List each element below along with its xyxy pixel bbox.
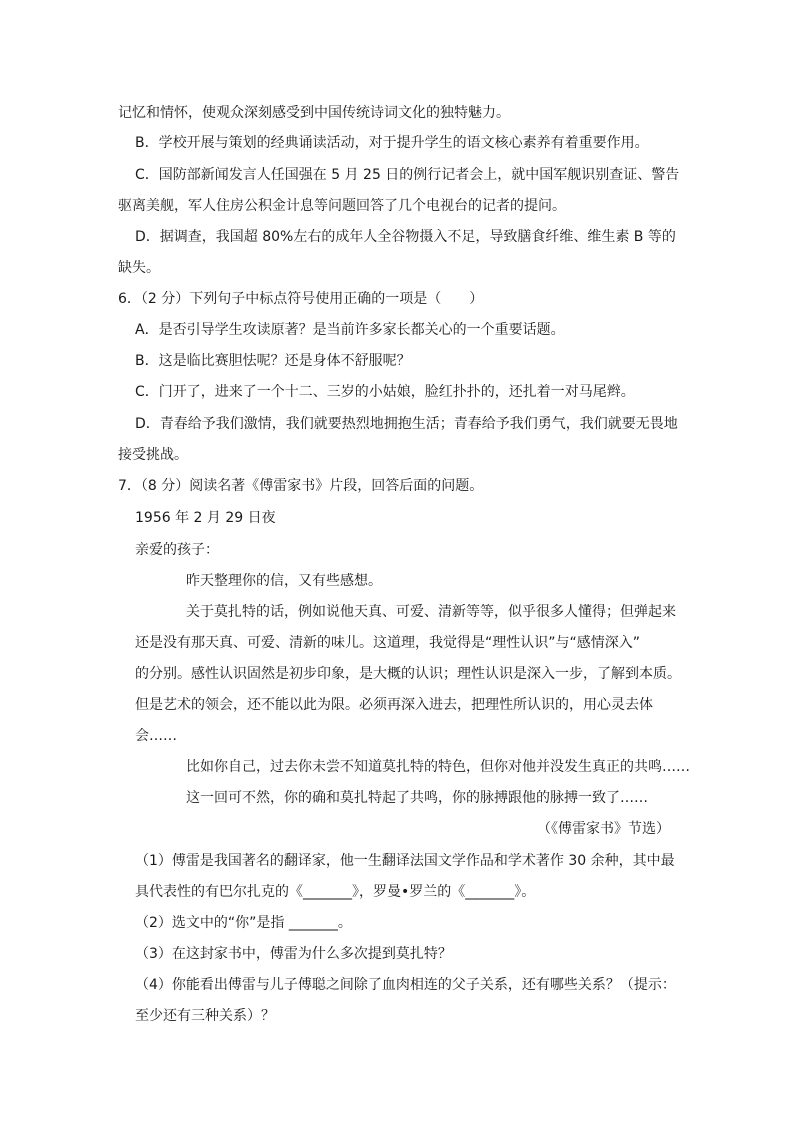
q7-sub4-line1: （4）你能看出傅雷与儿子傅聪之间除了血肉相连的父子关系，还有哪些关系？（提示： xyxy=(135,977,676,993)
q6-option-c: C．门开了，进来了一个十二、三岁的小姑娘，脸红扑扑的，还扎着一对马尾辫。 xyxy=(135,384,635,400)
q5-option-c-line1: C．国防部新闻发言人任国强在 5 月 25 日的例行记者会上，就中国军舰识别查证、警告 xyxy=(135,167,680,183)
letter-paragraph-2-line4: 但是艺术的领会，还不能以此为限。必须再深入进去，把理性所认识的，用心灵去体 xyxy=(135,697,653,713)
q7-sub1-line2: 具代表性的有巴尔扎克的《_______》，罗曼•罗兰的《_______》。 xyxy=(135,884,536,900)
q7-sub1-line1: （1）傅雷是我国著名的翻译家，他一生翻译法国文学作品和学术著作 30 余种，其中最 xyxy=(135,853,675,869)
q7-sub2: （2）选文中的“你”是指 _______。 xyxy=(135,915,352,931)
q6-option-a: A．是否引导学生攻读原著？是当前许多家长都关心的一个重要话题。 xyxy=(135,322,565,338)
letter-paragraph-4: 这一回可不然，你的确和莫扎特起了共鸣，你的脉搏跟他的脉搏一致了…… xyxy=(186,790,648,806)
q7-sub4-line2: 至少还有三种关系）？ xyxy=(135,1008,275,1024)
letter-paragraph-2-line1: 关于莫扎特的话，例如说他天真、可爱、清新等等，似乎很多人懂得；但弹起来 xyxy=(186,604,676,620)
q6-option-d-line1: D．青春给予我们激情，我们就要热烈地拥抱生活；青春给予我们勇气，我们就要无畏地 xyxy=(135,416,678,432)
q7-stem: 7．（8 分）阅读名著《傅雷家书》片段，回答后面的问题。 xyxy=(118,478,484,494)
q5-option-a-continuation: 记忆和情怀，使观众深刻感受到中国传统诗词文化的独特魅力。 xyxy=(118,105,510,121)
letter-paragraph-3: 比如你自己，过去你未尝不知道莫扎特的特色，但你对他并没发生真正的共鸣…… xyxy=(186,759,690,775)
q5-option-b: B．学校开展与策划的经典诵读活动，对于提升学生的语文核心素养有着重要作用。 xyxy=(135,135,649,151)
q5-option-d-line1: D．据调查，我国超 80%左右的成年人全谷物摄入不足，导致膳食纤维、维生素 B 等的 xyxy=(135,229,676,245)
q5-option-d-line2: 缺失。 xyxy=(118,260,160,276)
q6-option-b: B．这是临比赛胆怯呢？还是身体不舒服呢？ xyxy=(135,353,411,369)
letter-paragraph-2-line2: 还是没有那天真、可爱、清新的味儿。这道理，我觉得是“理性认识”与“感情深入” xyxy=(135,635,641,651)
q7-sub3: （3）在这封家书中，傅雷为什么多次提到莫扎特？ xyxy=(135,946,452,962)
letter-paragraph-2-line3: 的分别。感性认识固然是初步印象，是大概的认识；理性认识是深入一步，了解到本质。 xyxy=(135,666,681,682)
letter-date: 1956 年 2 月 29 日夜 xyxy=(135,510,276,526)
letter-paragraph-2-line5: 会…… xyxy=(135,728,177,744)
letter-source: （《傅雷家书》节选） xyxy=(537,821,670,837)
q5-option-c-line2: 驱离美舰，军人住房公积金计息等问题回答了几个电视台的记者的提问。 xyxy=(118,198,566,214)
q6-stem: 6．（2 分）下列句子中标点符号使用正确的一项是（ ） xyxy=(118,291,484,307)
q6-option-d-line2: 接受挑战。 xyxy=(118,447,188,463)
letter-greeting: 亲爱的孩子： xyxy=(135,542,219,558)
letter-paragraph-1: 昨天整理你的信，又有些感想。 xyxy=(186,573,382,589)
